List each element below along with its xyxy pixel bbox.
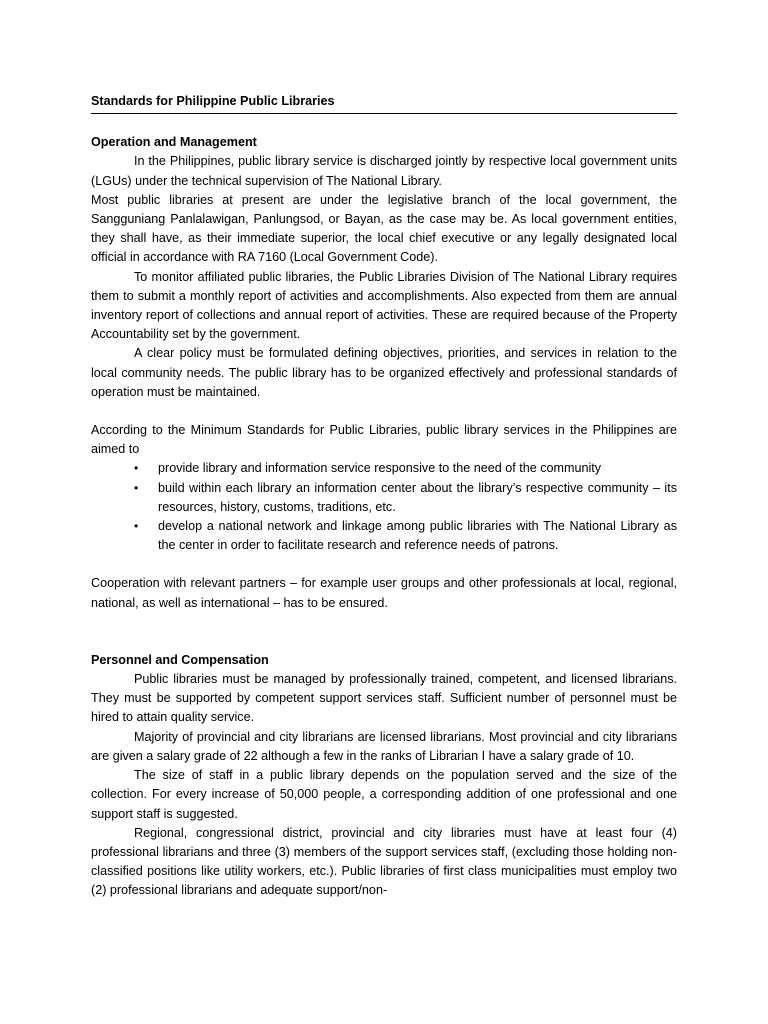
document-page <box>91 92 677 901</box>
section-heading: Operation and Management <box>91 135 257 150</box>
list-item <box>91 459 677 478</box>
paragraph: To monitor affiliated public libraries, the Public Libraries Division of The National Library requires them to submit a monthly report of activities and accomplishments. Also expected from them are annual inventory report of collections and annual report of activities. These are required because of the Property Accountability set by the government. <box>91 269 677 342</box>
paragraph: In the Philippines, public library service is discharged jointly by respective local government units (LGUs) under the technical supervision of The National Library. <box>91 154 677 188</box>
document-title: Standards for Philippine Public Libraries <box>91 92 677 114</box>
list-item <box>91 517 677 555</box>
paragraph: Majority of provincial and city librarians are licensed librarians. Most provincial and city librarians are given a salary grade of 22 although a few in the ranks of Librarian I have a salary grade of 10. <box>91 729 677 763</box>
paragraph: The size of staff in a public library depends on the population served and the size of the collection. For every increase of 50,000 people, a corresponding addition of one professional and one support staff is suggested. <box>91 768 677 821</box>
section-operation-management <box>91 133 677 613</box>
paragraph: Regional, congressional district, provincial and city libraries must have at least four (4) professional librarians and three (3) members of the support services staff, (excluding those holding non-classified positions like utility workers, etc.). Public libraries of first class municipalities must employ two (2) professional librarians and adequate support/non- <box>91 825 677 898</box>
paragraph: Most public libraries at present are under the legislative branch of the local government, the Sangguniang Panlalawigan, Panlungsod, or Bayan, as the case may be. As local government entities, they shall have, as their immediate superior, the local chief executive or any legally designated local official in accordance with RA 7160 (Local Government Code). <box>91 192 677 265</box>
aims-list <box>91 459 677 555</box>
list-item-text: develop a national network and linkage among public libraries with The National Library as the center in order to facilitate research and reference needs of patrons. <box>158 519 677 553</box>
paragraph: Public libraries must be managed by professionally trained, competent, and licensed librarians. They must be supported by competent support services staff. Sufficient number of personnel must be hired to attain quality service. <box>91 672 677 725</box>
standards-intro: According to the Minimum Standards for Public Libraries, public library services in the Philippines are aimed to <box>91 423 677 457</box>
bullet-icon: • <box>134 480 139 495</box>
list-item-text: provide library and information service responsive to the need of the community <box>158 461 602 476</box>
cooperation-paragraph: Cooperation with relevant partners – for example user groups and other professionals at local, regional, national, as well as international – has to be ensured. <box>91 576 677 610</box>
section-heading: Personnel and Compensation <box>91 652 269 667</box>
bullet-icon: • <box>134 461 139 476</box>
list-item-text: build within each library an information center about the library’s respective community – its resources, history, customs, traditions, etc. <box>158 480 677 514</box>
list-item <box>91 479 677 517</box>
section-personnel-compensation <box>91 651 677 901</box>
bullet-icon: • <box>134 519 139 534</box>
paragraph: A clear policy must be formulated defining objectives, priorities, and services in relation to the local community needs. The public library has to be organized effectively and professional standards of operation must be maintained. <box>91 346 677 399</box>
